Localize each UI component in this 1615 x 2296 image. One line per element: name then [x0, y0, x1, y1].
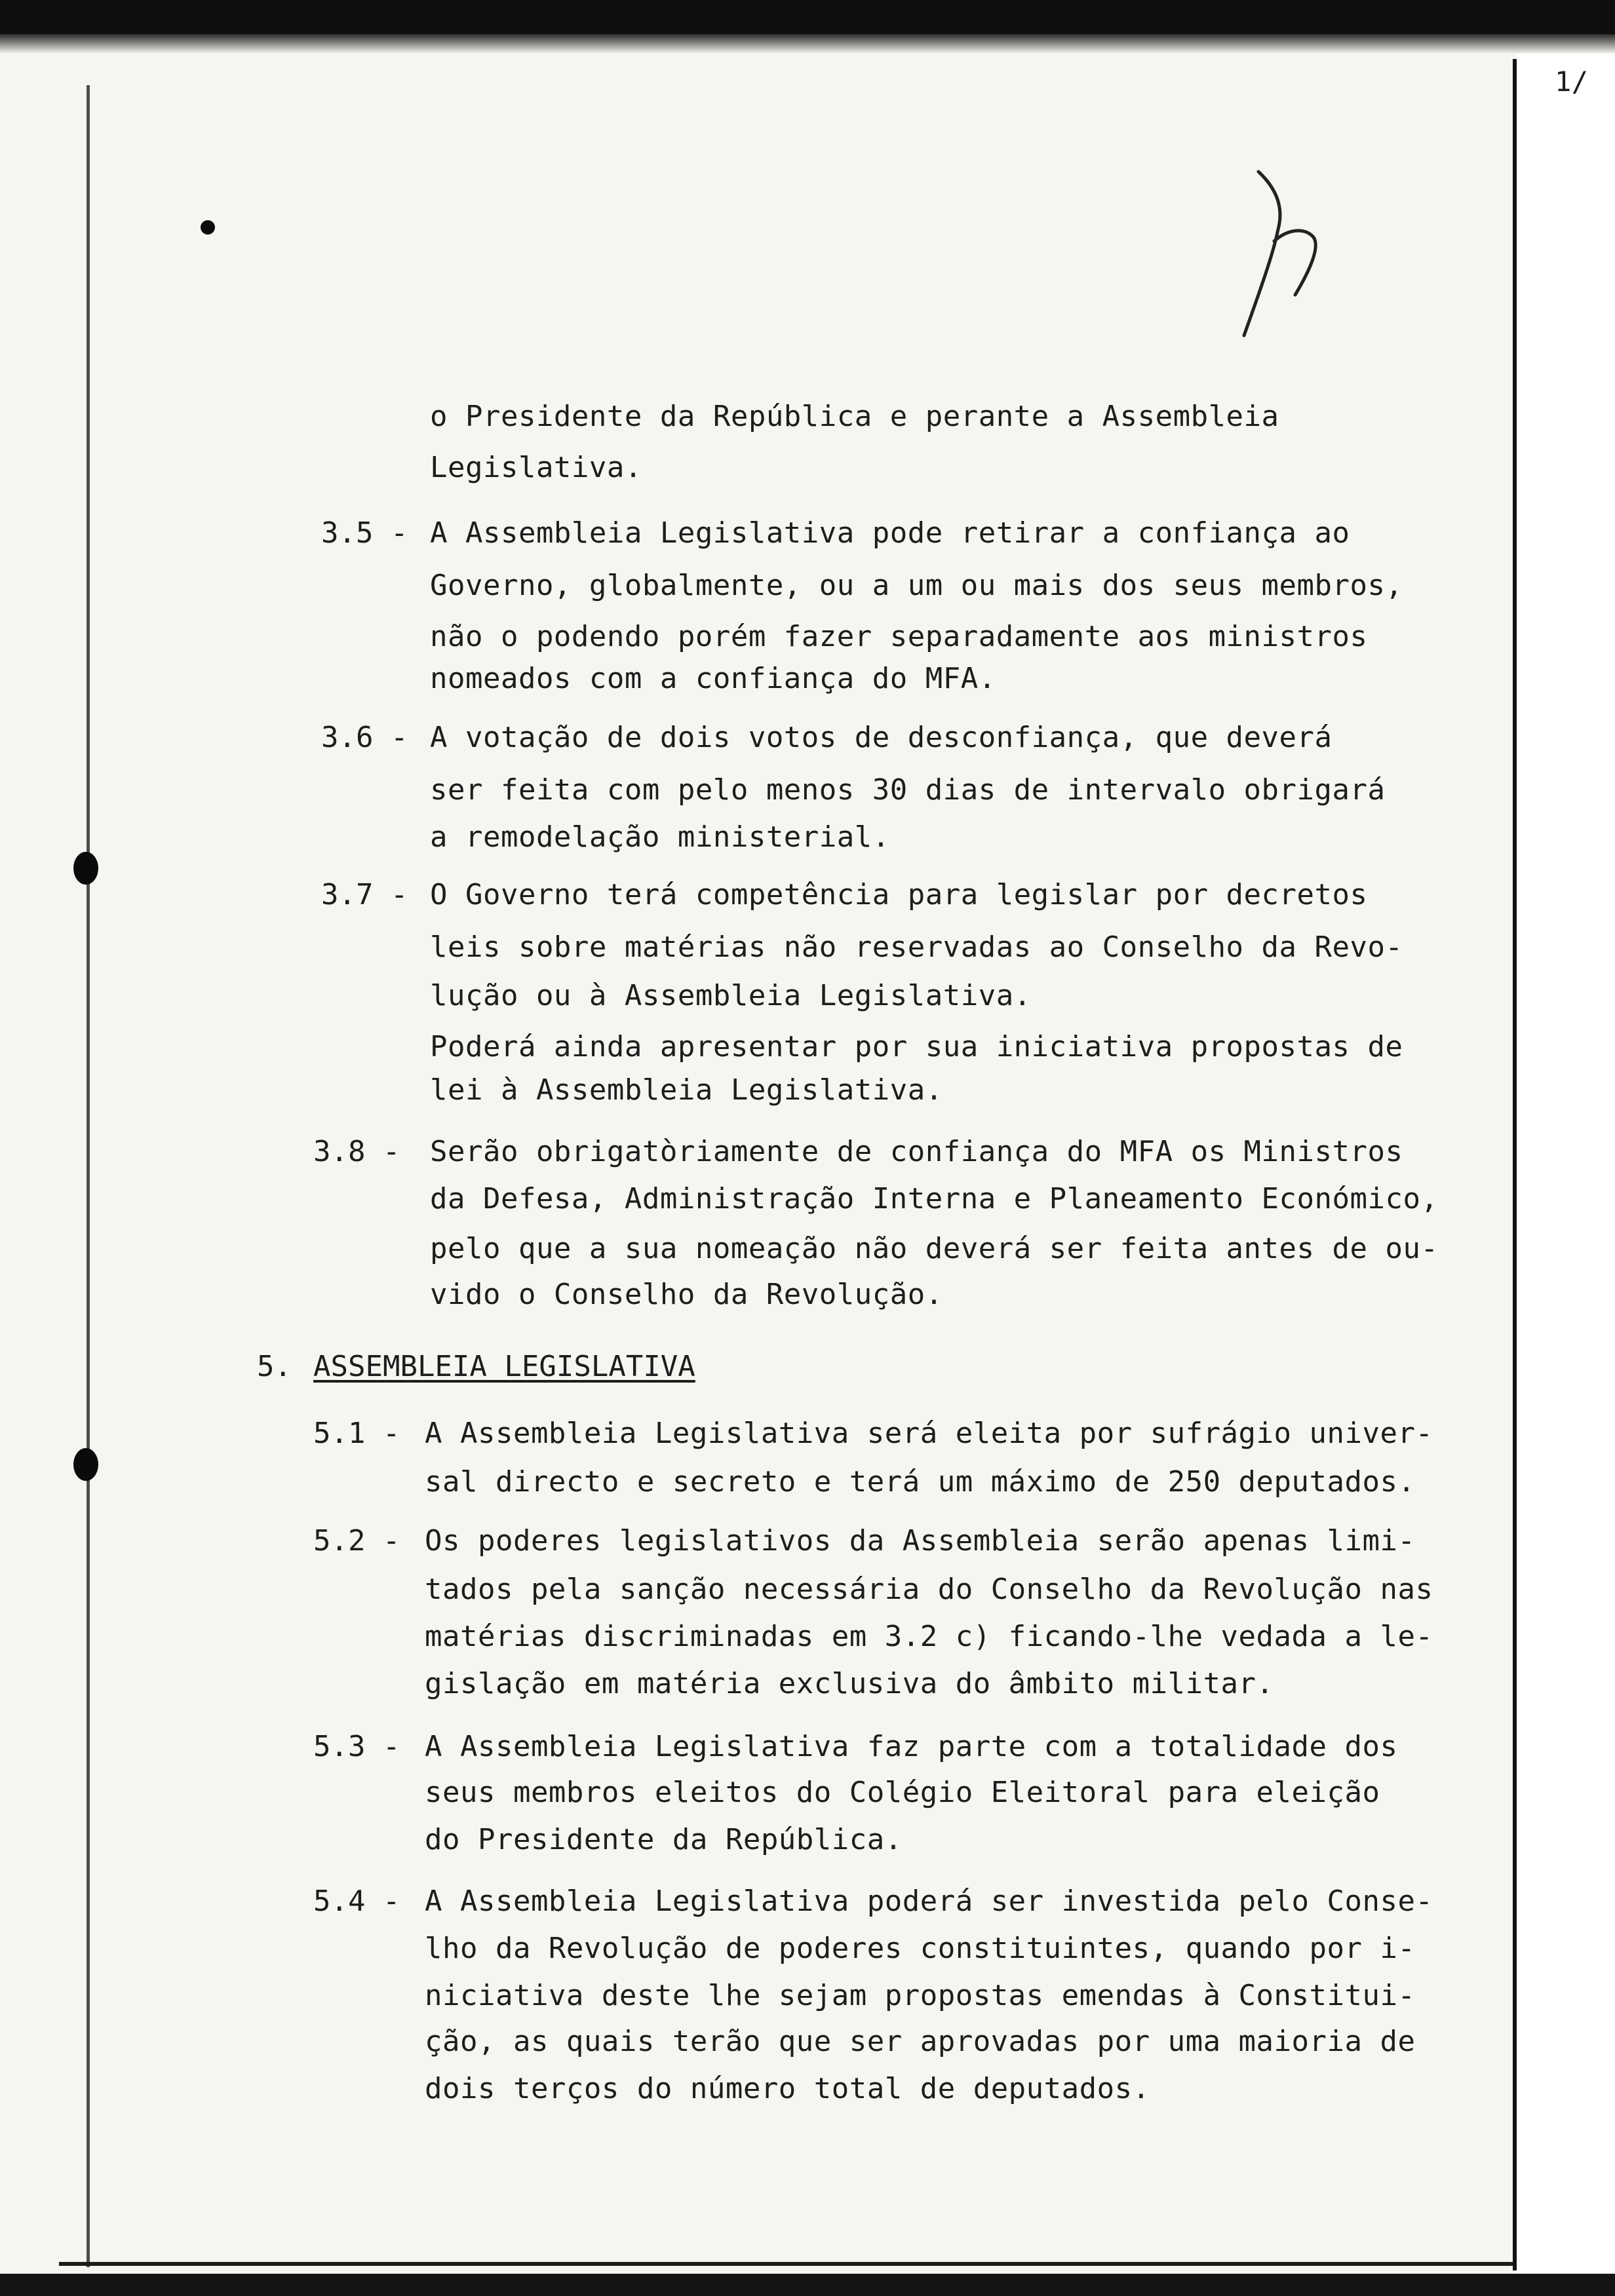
item-text-line: leis sobre matérias não reservadas ao Conselho da Revo-	[430, 930, 1403, 964]
item-text-line: gislação em matéria exclusiva do âmbito militar.	[425, 1667, 1274, 1700]
item-text-line: niciativa deste lhe sejam propostas emendas à Constitui-	[425, 1979, 1416, 2012]
item-number: 3.5 -	[321, 516, 408, 550]
item-text-line: A Assembleia Legislativa será eleita por sufrágio univer-	[425, 1417, 1433, 1450]
item-text-line: A votação de dois votos de desconfiança, que deverá	[430, 721, 1333, 754]
item-text-line: Serão obrigatòriamente de confiança do MFA os Ministros	[430, 1135, 1403, 1168]
item-number: 3.7 -	[321, 878, 408, 911]
item-text-line: A Assembleia Legislativa poderá ser investida pelo Conse-	[425, 1885, 1433, 1918]
item-text-line: Governo, globalmente, ou a um ou mais dos seus membros,	[430, 569, 1403, 602]
item-number: 3.8 -	[313, 1135, 400, 1168]
item-text-line: vido o Conselho da Revolução.	[430, 1278, 943, 1311]
item-text-line: dois terços do número total de deputados.	[425, 2072, 1150, 2105]
item-text-line: A Assembleia Legislativa faz parte com a totalidade dos	[425, 1730, 1398, 1763]
item-text-line: Poderá ainda apresentar por sua iniciativa propostas de	[430, 1030, 1403, 1063]
item-number: 5.4 -	[313, 1885, 400, 1918]
item-text-line: ser feita com pelo menos 30 dias de intervalo obrigará	[430, 773, 1386, 807]
page-left-border	[87, 85, 90, 2267]
punch-hole-dot	[201, 220, 215, 235]
item-text-line: da Defesa, Administração Interna e Planeamento Económico,	[430, 1182, 1439, 1215]
item-number: 3.6 -	[321, 721, 408, 754]
scan-bottom-edge	[0, 2274, 1615, 2296]
item-text-line: matérias discriminadas em 3.2 c) ficando-lhe vedada a le-	[425, 1620, 1433, 1653]
item-number: 5.3 -	[313, 1730, 400, 1763]
item-text-line: Os poderes legislativos da Assembleia serão apenas limi-	[425, 1524, 1416, 1558]
item-number: 5.1 -	[313, 1417, 400, 1450]
item-text-line: lução ou à Assembleia Legislativa.	[430, 979, 1032, 1012]
page-mark: 1/	[1555, 66, 1589, 98]
item-text-line: do Presidente da República.	[425, 1823, 903, 1856]
section-number: 5.	[257, 1350, 292, 1383]
item-text-line: não o podendo porém fazer separadamente aos ministros	[430, 620, 1368, 653]
item-text-line: seus membros eleitos do Colégio Eleitoral para eleição	[425, 1776, 1380, 1809]
page-right-border	[1513, 59, 1517, 2270]
item-text-line: ção, as quais terão que ser aprovadas por uma maioria de	[425, 2025, 1416, 2058]
punch-hole-upper	[73, 852, 98, 885]
scan-top-edge	[0, 0, 1615, 34]
item-text-line: pelo que a sua nomeação não deverá ser feita antes de ou-	[430, 1232, 1439, 1265]
item-text-line: A Assembleia Legislativa pode retirar a confiança ao	[430, 516, 1350, 550]
punch-hole-lower	[73, 1448, 98, 1481]
item-text-line: O Governo terá competência para legislar por decretos	[430, 878, 1368, 911]
item-text-line: a remodelação ministerial.	[430, 820, 890, 854]
intro-line: Legislativa.	[430, 451, 642, 484]
item-text-line: nomeados com a confiança do MFA.	[430, 662, 996, 695]
item-text-line: sal directo e secreto e terá um máximo de 250 deputados.	[425, 1465, 1416, 1499]
scan-right-margin	[1517, 54, 1615, 2274]
handwritten-initials	[1232, 164, 1344, 347]
item-text-line: lei à Assembleia Legislativa.	[430, 1073, 943, 1107]
intro-line: o Presidente da República e perante a Assembleia	[430, 400, 1279, 433]
section-heading: ASSEMBLEIA LEGISLATIVA	[313, 1350, 695, 1383]
scan-top-shadow	[0, 34, 1615, 54]
page-bottom-border	[59, 2262, 1514, 2266]
item-text-line: tados pela sanção necessária do Conselho da Revolução nas	[425, 1573, 1433, 1606]
item-number: 5.2 -	[313, 1524, 400, 1558]
item-text-line: lho da Revolução de poderes constituintes, quando por i-	[425, 1932, 1416, 1965]
